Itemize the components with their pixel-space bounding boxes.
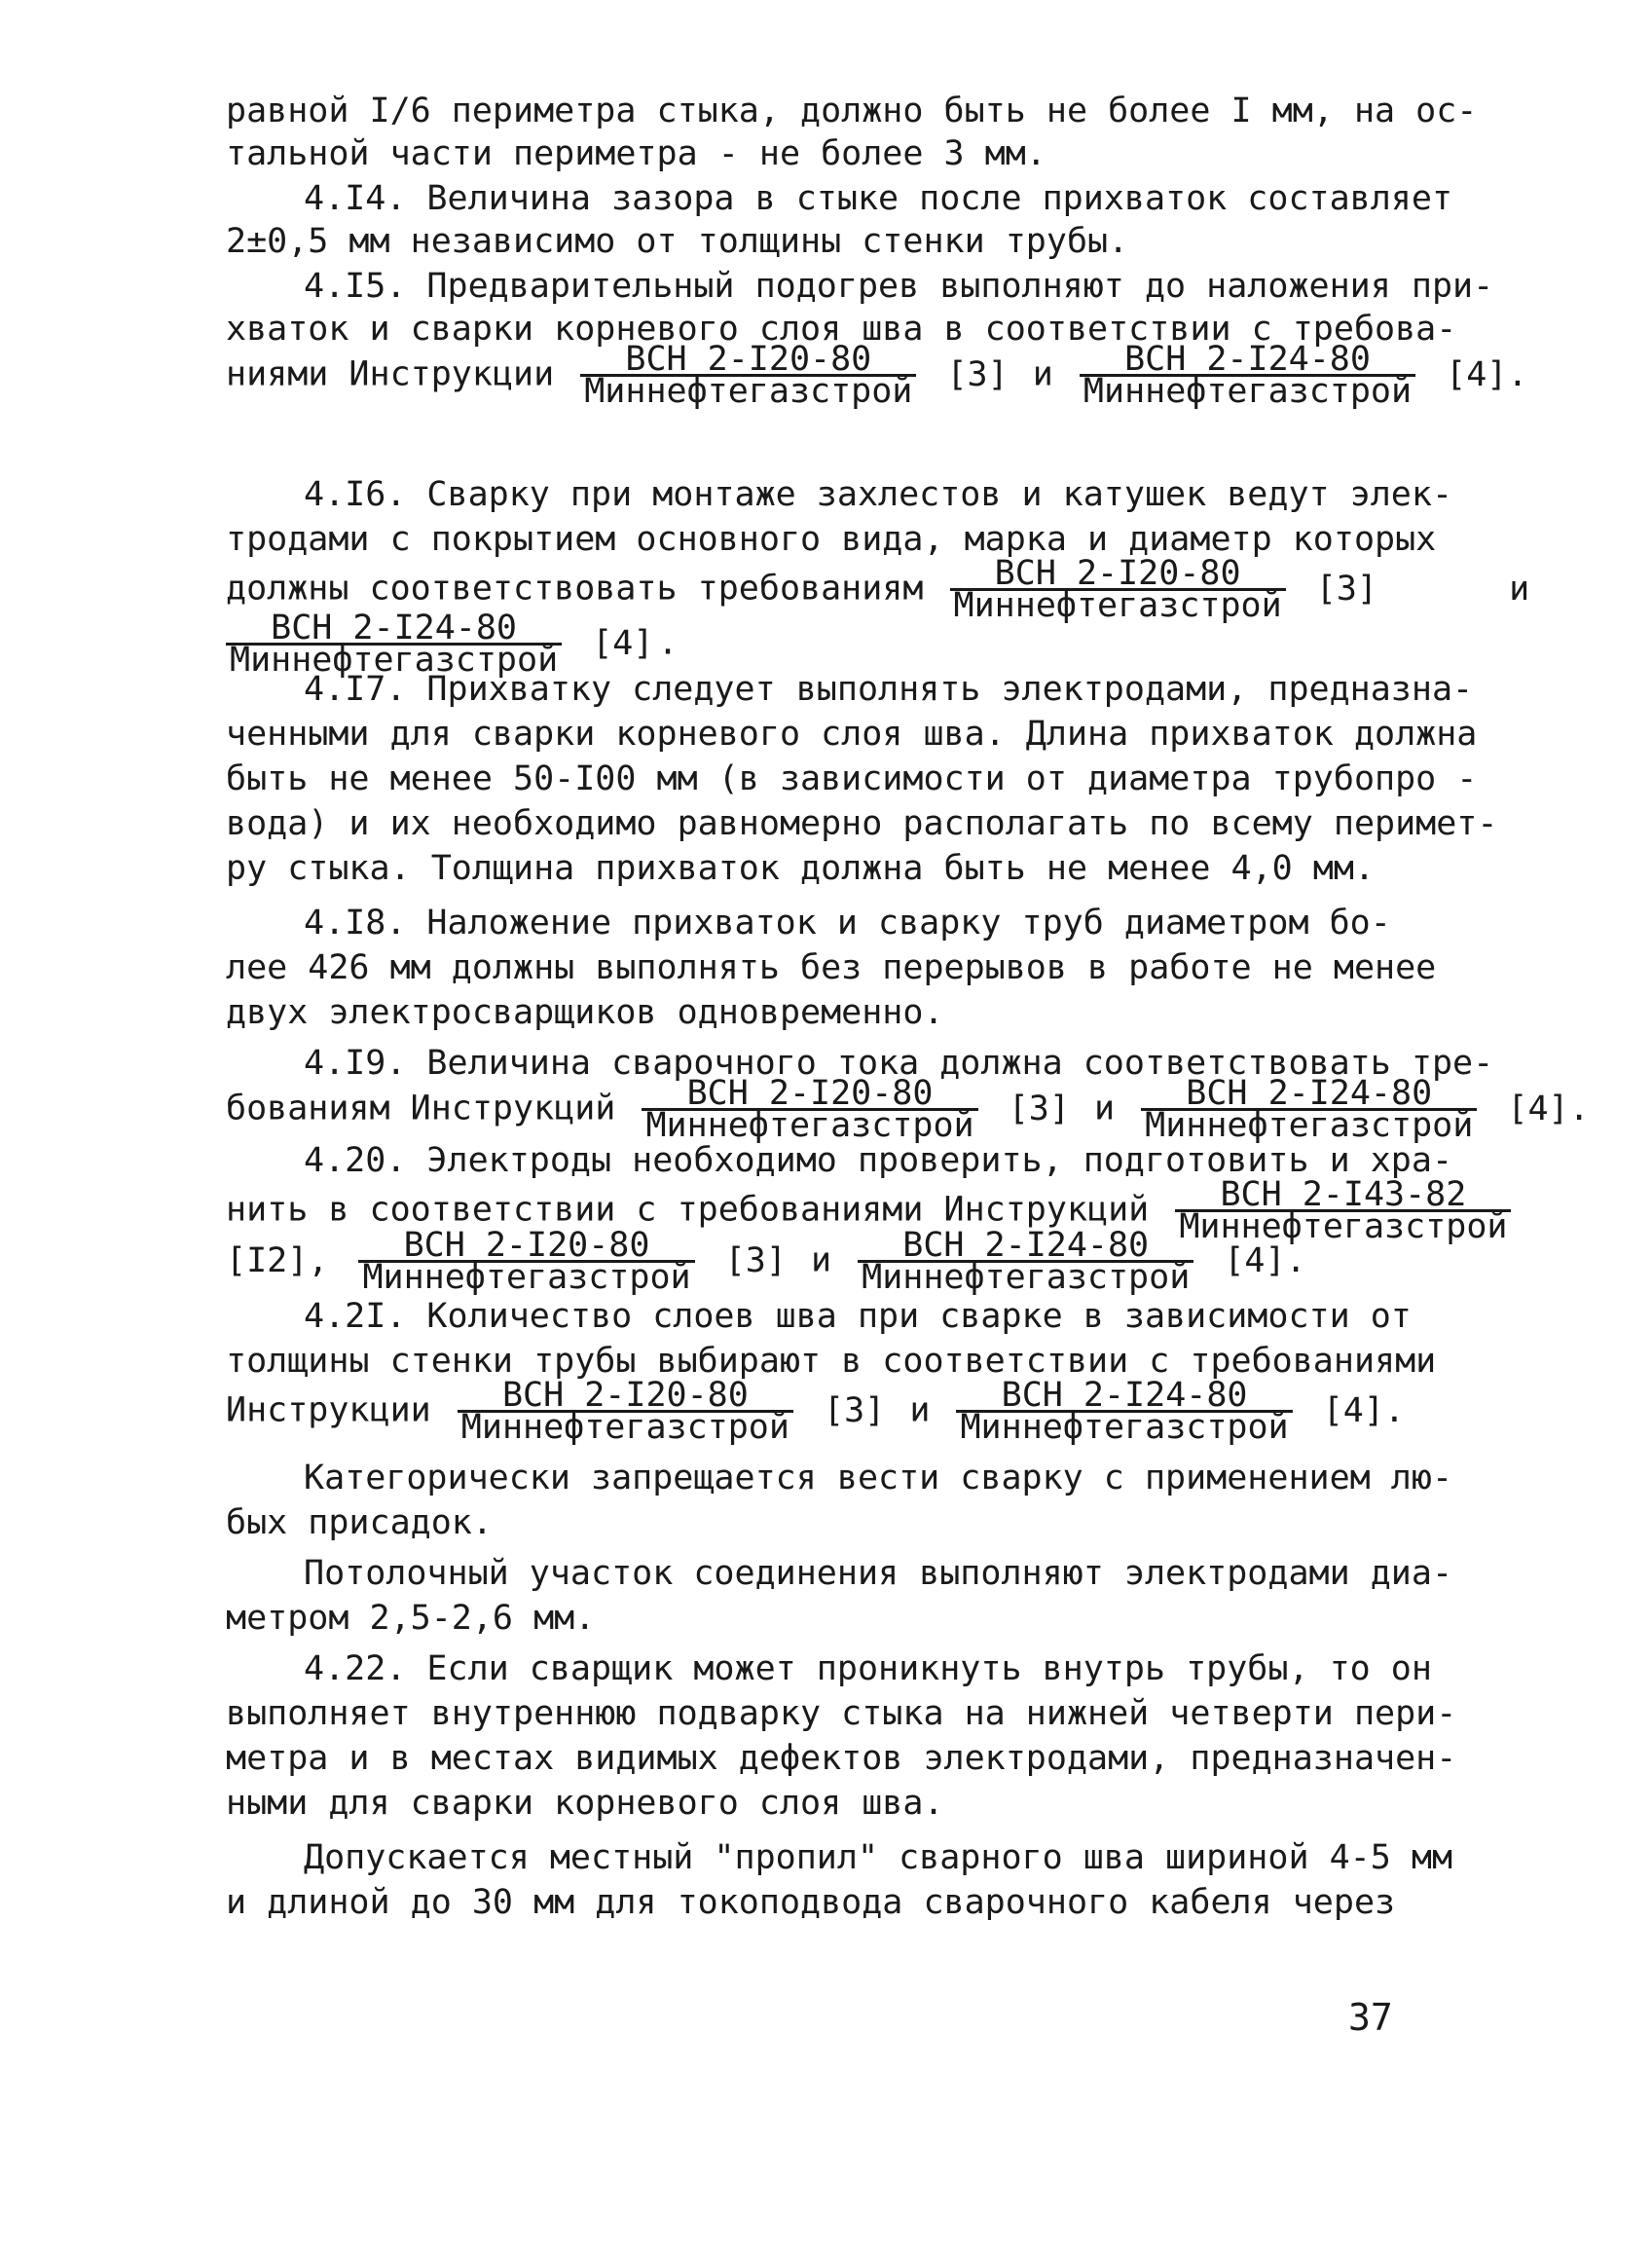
text-line: ными для сварки корневого слоя шва. <box>226 1784 944 1823</box>
fraction-denominator: Миннефтегазстрой <box>1179 1207 1508 1246</box>
fraction-numerator: ВСН 2-I24-80 <box>956 1381 1292 1413</box>
bibliography-reference: [4]. <box>1322 1390 1406 1430</box>
bibliography-reference: [4]. <box>1446 354 1528 394</box>
fraction-denominator: Миннефтегазстрой <box>584 372 913 411</box>
text-line: и длиной до 30 мм для токоподвода сварочного кабеля через <box>226 1883 1396 1922</box>
reference-fraction <box>580 340 916 411</box>
fraction-numerator: ВСН 2-I20-80 <box>950 559 1286 591</box>
text-line: метром 2,5-2,6 мм. <box>226 1599 596 1638</box>
paragraph-4-21: 4.2I. Количество слоев шва при сварке в зависимости от <box>304 1297 1412 1336</box>
fraction-numerator: ВСН 2-I24-80 <box>1141 1079 1477 1111</box>
paragraph-overhead-section: Потолочный участок соединения выполняют электродами диа- <box>304 1554 1453 1593</box>
text-line: тродами с покрытием основного вида, марка и диаметр которых <box>226 520 1437 559</box>
text-line: метра и в местах видимых дефектов электродами, предназначен- <box>226 1739 1457 1778</box>
fraction-numerator: ВСН 2-I20-80 <box>458 1381 793 1413</box>
fraction-denominator: Миннефтегазстрой <box>230 641 559 680</box>
reference-fraction <box>956 1376 1292 1447</box>
text-segment: нить в соответствии с требованиями Инструкций <box>226 1190 1150 1230</box>
paragraph-categorical-ban: Категорически запрещается вести сварку с применением лю- <box>304 1459 1453 1497</box>
paragraph-4-14: 4.I4. Величина зазора в стыке после прихваток составляет <box>304 179 1453 218</box>
paragraph-4-17: 4.I7. Прихватку следует выполнять электродами, предназна- <box>304 670 1474 709</box>
text-segment: Инструкции <box>226 1390 431 1430</box>
text-line: 2±0,5 мм независимо от толщины стенки трубы. <box>226 222 1129 261</box>
text-segment: должны соответствовать требованиям <box>226 569 924 609</box>
fraction-numerator: ВСН 2-I43-82 <box>1175 1180 1511 1212</box>
fraction-denominator: Миннефтегазстрой <box>953 586 1282 625</box>
fraction-numerator: ВСН 2-I20-80 <box>580 345 916 377</box>
reference-fraction <box>358 1226 694 1297</box>
text-line-with-references <box>226 1074 1590 1145</box>
text-line-with-references <box>226 1226 1413 1297</box>
fraction-denominator: Миннефтегазстрой <box>1083 372 1413 411</box>
text-line: толщины стенки трубы выбирают в соответствии с требованиями <box>226 1342 1437 1381</box>
reference-fraction <box>642 1074 977 1145</box>
text-segment: и <box>1509 569 1530 609</box>
paragraph-4-16: 4.I6. Сварку при монтаже захлестов и катушек ведут элек- <box>304 475 1453 514</box>
text-line: быть не менее 50-I00 мм (в зависимости от диаметра трубопро - <box>226 759 1478 798</box>
bibliography-reference: [3] <box>724 1240 787 1280</box>
text-segment: . <box>657 623 679 663</box>
fraction-denominator: Миннефтегазстрой <box>460 1408 789 1447</box>
reference-fraction <box>858 1226 1193 1297</box>
text-line: бых присадок. <box>226 1503 493 1542</box>
fraction-numerator: ВСН 2-I24-80 <box>226 613 562 646</box>
text-line: выполняет внутреннюю подварку стыка на нижней четверти пери- <box>226 1694 1457 1733</box>
text-segment: и <box>909 1390 931 1430</box>
text-line: ченными для сварки корневого слоя шва. Длина прихваток должна <box>226 715 1478 754</box>
fraction-numerator: ВСН 2-I20-80 <box>642 1079 977 1111</box>
bibliography-reference: [4]. <box>1224 1240 1306 1280</box>
paragraph-cut-allowance: Допускается местный "пропил" сварного шва шириной 4-5 мм <box>304 1838 1453 1877</box>
text-segment: ниями Инструкции <box>226 354 555 394</box>
bibliography-reference: [3] <box>1008 1089 1070 1128</box>
text-line: вода) и их необходимо равномерно располагать по всему перимет- <box>226 804 1498 843</box>
fraction-numerator: ВСН 2-I24-80 <box>1080 345 1415 377</box>
bibliography-reference: [4]. <box>1507 1089 1590 1128</box>
reference-fraction <box>458 1376 793 1447</box>
paragraph-4-18: 4.I8. Наложение прихваток и сварку труб диаметром бо- <box>304 904 1391 942</box>
reference-fraction <box>1141 1074 1477 1145</box>
text-line: ру стыка. Толщина прихваток должна быть не менее 4,0 мм. <box>226 849 1376 888</box>
bibliography-reference: [3] <box>824 1390 886 1430</box>
text-line: хваток и сварки корневого слоя шва в соответствии с требова- <box>226 310 1457 349</box>
bibliography-reference: [3] <box>946 354 1009 394</box>
text-line-with-references <box>226 340 1528 411</box>
bibliography-reference: [4] <box>592 623 654 663</box>
reference-fraction <box>226 609 562 680</box>
text-line-with-references <box>226 1376 1413 1447</box>
text-segment: и <box>1032 354 1053 394</box>
bibliography-reference: [I2], <box>226 1240 329 1280</box>
text-line-with-references <box>226 609 1413 680</box>
paragraph-4-20: 4.20. Электроды необходимо проверить, подготовить и хра- <box>304 1141 1453 1180</box>
reference-fraction <box>950 554 1286 625</box>
text-line: лее 426 мм должны выполнять без перерывов в работе не менее <box>226 948 1437 987</box>
text-line: равной I/6 периметра стыка, должно быть не более I мм, на ос- <box>226 92 1478 130</box>
bibliography-reference: [3] <box>1315 569 1377 609</box>
fraction-denominator: Миннефтегазстрой <box>862 1258 1191 1297</box>
paragraph-4-15: 4.I5. Предварительный подогрев выполняют до наложения при- <box>304 267 1494 306</box>
paragraph-4-22: 4.22. Если сварщик может проникнуть внутрь трубы, то он <box>304 1649 1432 1688</box>
reference-fraction <box>1080 340 1415 411</box>
page-number: 37 <box>1348 1996 1393 2039</box>
paragraph-4-19: 4.I9. Величина сварочного тока должна соответствовать тре- <box>304 1044 1494 1083</box>
text-segment: бованиям Инструкций <box>226 1089 616 1128</box>
text-line: двух электросварщиков одновременно. <box>226 993 944 1032</box>
text-line: тальной части периметра - не более 3 мм. <box>226 134 1046 173</box>
text-segment: и <box>810 1240 832 1280</box>
fraction-denominator: Миннефтегазстрой <box>362 1258 691 1297</box>
fraction-denominator: Миннефтегазстрой <box>645 1106 974 1145</box>
fraction-denominator: Миннефтегазстрой <box>1145 1106 1474 1145</box>
fraction-numerator: ВСН 2-I24-80 <box>858 1231 1193 1263</box>
fraction-denominator: Миннефтегазстрой <box>960 1408 1289 1447</box>
fraction-numerator: ВСН 2-I20-80 <box>358 1231 694 1263</box>
text-segment: и <box>1093 1089 1116 1128</box>
